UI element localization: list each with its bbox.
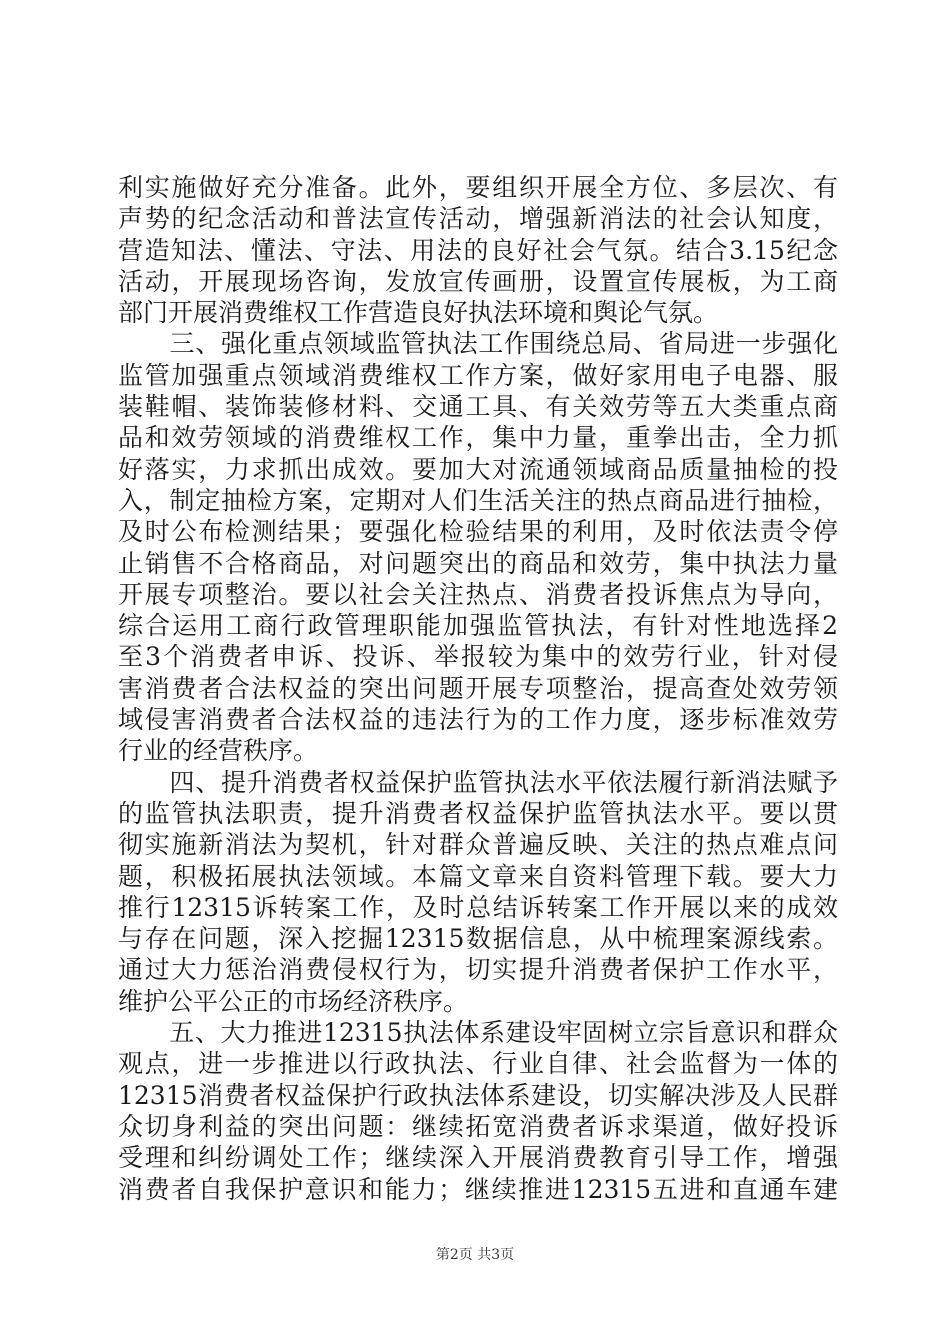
text-line: 推行12315诉转案工作，及时总结诉转案工作开展以来的成效 (118, 892, 838, 922)
text-line: 监管加强重点领域消费维权工作方案，做好家用电子电器、服 (118, 360, 838, 390)
text-line: 五、大力推进12315执法体系建设牢固树立宗旨意识和群众 (118, 1018, 838, 1048)
text-line: 害消费者合法权益的突出问题开展专项整治，提高查处效劳领 (118, 673, 838, 703)
text-line: 至3个消费者申诉、投诉、举报较为集中的效劳行业，针对侵 (118, 642, 838, 672)
text-line: 营造知法、懂法、守法、用法的良好社会气氛。结合3.15纪念 (118, 235, 838, 265)
text-line: 观点，进一步推进以行政执法、行业自律、社会监督为一体的 (118, 1049, 838, 1079)
text-line: 彻实施新消法为契机，针对群众普遍反映、关注的热点难点问 (118, 830, 838, 860)
text-line: 众切身利益的突出问题：继续拓宽消费者诉求渠道，做好投诉 (118, 1111, 838, 1141)
text-line: 声势的纪念活动和普法宣传活动，增强新消法的社会认知度， (118, 204, 838, 234)
page-footer: 第2页 共3页 (435, 1247, 515, 1263)
text-line: 品和效劳领域的消费维权工作，集中力量，重拳出击，全力抓 (118, 423, 838, 453)
text-line: 三、强化重点领域监管执法工作围绕总局、省局进一步强化 (118, 329, 838, 359)
text-line: 题，积极拓展执法领域。本篇文章来自资料管理下载。要大力 (118, 861, 838, 891)
body-text (118, 172, 838, 1205)
text-line: 消费者自我保护意识和能力；继续推进12315五进和直通车建 (118, 1174, 838, 1204)
text-line: 受理和纠纷调处工作；继续深入开展消费教育引导工作，增强 (118, 1143, 838, 1173)
text-line: 活动，开展现场咨询，发放宣传画册，设置宣传展板，为工商 (118, 266, 838, 296)
text-line: 12315消费者权益保护行政执法体系建设，切实解决涉及人民群 (118, 1080, 838, 1110)
text-line: 四、提升消费者权益保护监管执法水平依法履行新消法赋予 (118, 767, 838, 797)
text-line: 装鞋帽、装饰装修材料、交通工具、有关效劳等五大类重点商 (118, 392, 838, 422)
text-line: 利实施做好充分准备。此外，要组织开展全方位、多层次、有 (118, 173, 838, 202)
text-line: 入，制定抽检方案，定期对人们生活关注的热点商品进行抽检， (118, 485, 838, 515)
text-line: 维护公平公正的市场经济秩序。 (118, 986, 469, 1016)
text-line: 部门开展消费维权工作营造良好执法环境和舆论气氛。 (118, 298, 719, 328)
text-line: 止销售不合格商品，对问题突出的商品和效劳，集中执法力量 (118, 548, 838, 578)
text-line: 好落实，力求抓出成效。要加大对流通领域商品质量抽检的投 (118, 454, 838, 484)
text-line: 通过大力惩治消费侵权行为，切实提升消费者保护工作水平， (118, 955, 838, 985)
text-line: 与存在问题，深入挖掘12315数据信息，从中梳理案源线索。 (118, 924, 838, 954)
text-line: 开展专项整治。要以社会关注热点、消费者投诉焦点为导向， (118, 579, 838, 609)
text-line: 综合运用工商行政管理职能加强监管执法，有针对性地选择2 (118, 611, 838, 641)
text-line: 及时公布检测结果；要强化检验结果的利用，及时依法责令停 (118, 517, 838, 547)
text-line: 域侵害消费者合法权益的违法行为的工作力度，逐步标准效劳 (118, 705, 838, 735)
text-line: 行业的经营秩序。 (118, 736, 319, 766)
text-line: 的监管执法职责，提升消费者权益保护监管执法水平。要以贯 (118, 798, 838, 828)
